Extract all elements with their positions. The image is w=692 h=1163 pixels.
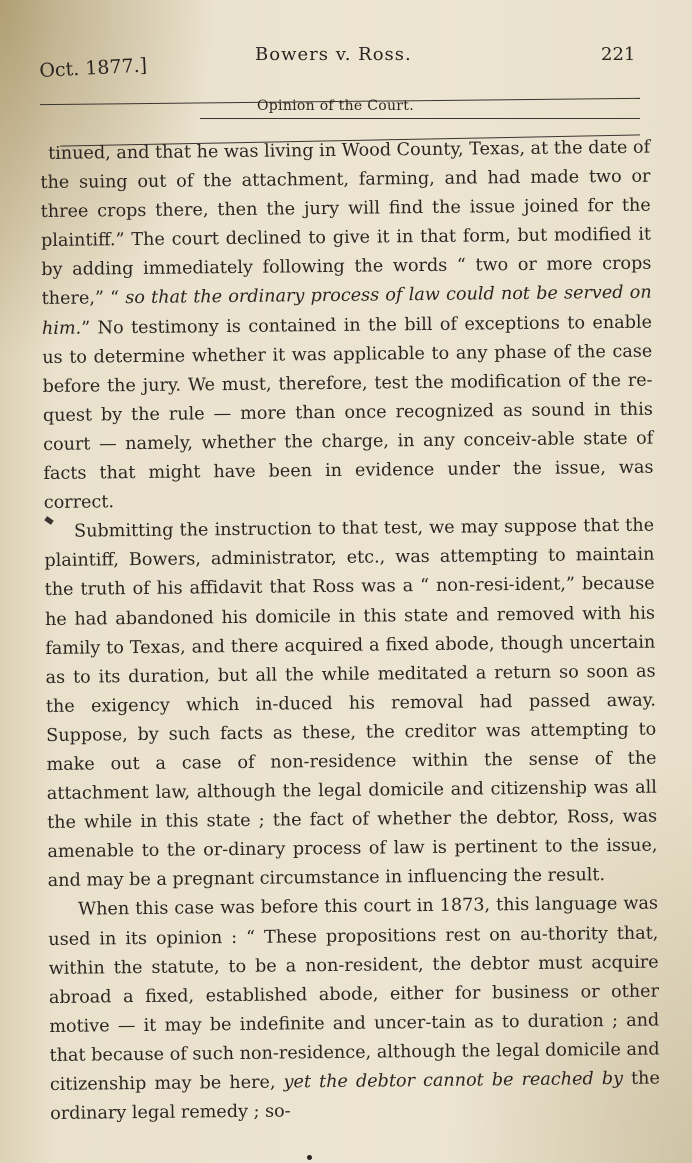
paragraph-1	[40, 134, 654, 519]
head-date: Oct. 1877.]	[38, 54, 148, 82]
paragraph-1-segment-2: so that the ordinary process of law could not be served on him.	[41, 283, 652, 339]
head-case-title: Bowers v. Ross.	[255, 44, 412, 65]
paragraph-3	[48, 890, 660, 1129]
paragraph-3-segment-1: When this case was before this court in 1873, this language was used in its opinion : “ These propositions rest on au-thority that, within the statute, to be a non-resident, the debtor must acquire abroad a fixed, established abode, either for business or other motive — it may be indefinite and uncer-tain as to duration ; and that because of such non-residence, although the legal domicile and citizenship may be here,	[48, 894, 660, 1095]
running-head	[0, 38, 692, 82]
footer-ink-dot	[307, 1155, 312, 1160]
paragraph-2-segment-1: Submitting the instruction to that test, we may suppose that the plaintiff, Bowers, administrator, etc., was attempting to maintain the truth of his affidavit that Ross was a “ non-resi-ident,” because he had abandoned his domicile in this state and removed with his family to Texas, and there acquired a fixed abode, though uncertain as to its duration, but all the while meditated a return so soon as the exigency which in-duced his removal had passed away. Suppose, by such facts as these, the creditor was attempting to make out a case of non-residence within the sense of the attachment law, although the legal domicile and citizenship was all the while in this state ; the fact of whether the debtor, Ross, was amenable to the or-dinary process of law is pertinent to the issue, and may be a pregnant circumstance in influencing the result.	[44, 515, 658, 892]
section-heading: Opinion of the Court.	[257, 98, 414, 114]
page-number: 221	[601, 44, 636, 65]
opinion-text	[40, 134, 660, 1130]
paragraph-1-segment-3: ” No testimony is contained in the bill of exceptions to enable us to determine whether it was applicable to any phase of the case before the jury. We must, therefore, test the modification of the re-quest by the rule — more than once recognized as sound in this court — namely, whether the charge, in any conceiv-able state of facts that might have been in evidence under the issue, was correct.	[42, 312, 654, 514]
header-rule-middle	[200, 118, 640, 119]
paragraph-3-segment-2: yet the debtor cannot be reached by	[283, 1068, 624, 1093]
paragraph-1-segment-1: tinued, and that he was living in Wood County, Texas, at the date of the suing out of the attachment, farming, and had made two or three crops there, then the jury will find the issue joined for the plaintiff.” The court declined to give it in that form, but modified it by adding immediately following the words “ two or more crops there,” “	[40, 137, 652, 310]
paragraph-2	[44, 512, 658, 897]
paragraph-3-segment-3: the ordinary legal remedy ; so-	[50, 1068, 660, 1125]
